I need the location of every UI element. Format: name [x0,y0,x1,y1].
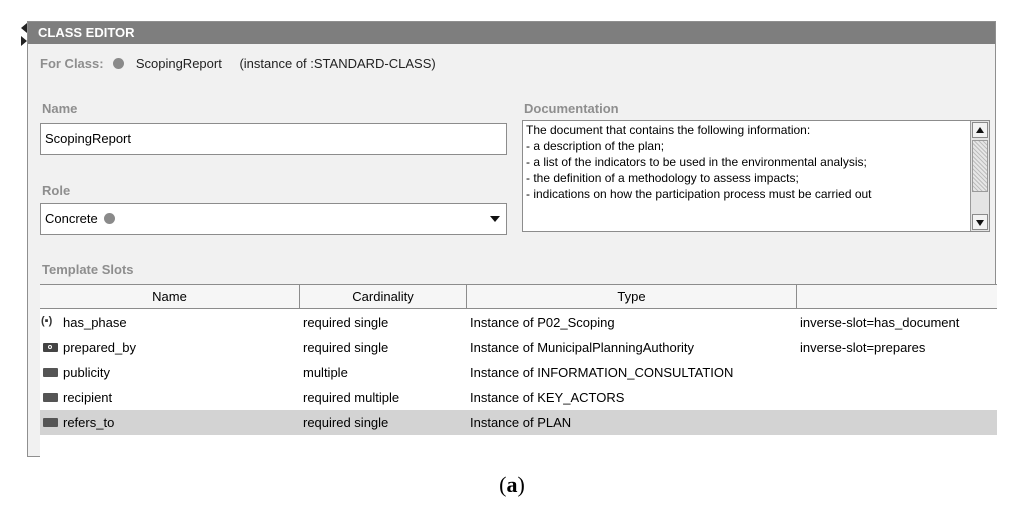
column-header-type[interactable]: Type [467,285,797,308]
documentation-line: - a description of the plan; [526,139,665,153]
dropdown-arrow-icon[interactable] [490,216,500,222]
class-name: ScopingReport [135,56,222,71]
inverse-slot-icon: (▪) [41,315,53,327]
name-label: Name [42,101,78,116]
documentation-textarea[interactable] [522,120,990,232]
arrow-down-icon [976,220,984,226]
documentation-label: Documentation [524,101,619,116]
slot-extra: inverse-slot=has_document [800,315,960,330]
slot-type: Instance of PLAN [470,415,572,430]
scroll-up-button[interactable] [972,122,988,138]
slot-name: has_phase [63,315,127,330]
class-instance-of: (instance of :STANDARD-CLASS) [239,56,436,71]
table-header [40,285,997,309]
slot-name: refers_to [63,415,115,430]
boxed-slot-icon [43,343,58,352]
slot-cardinality: multiple [303,365,348,380]
class-editor-panel [27,21,996,457]
name-field[interactable] [40,123,507,155]
table-row[interactable] [40,335,997,360]
slot-icon [43,368,58,377]
slot-cardinality: required multiple [303,390,400,405]
slot-name: prepared_by [63,340,136,355]
role-value: Concrete [45,211,98,226]
slot-cardinality: required single [303,415,389,430]
documentation-scrollbar[interactable] [970,121,989,231]
role-dot-icon [104,213,115,224]
slot-name: recipient [63,390,113,405]
template-slots-table [40,284,997,460]
class-dot-icon [113,58,124,69]
slot-name: publicity [63,365,110,380]
slot-type: Instance of INFORMATION_CONSULTATION [470,365,734,380]
arrow-up-icon [976,127,984,133]
documentation-line: - a list of the indicators to be used in the environmental analysis; [526,155,867,169]
documentation-line: - indications on how the participation process must be carried out [526,187,872,201]
documentation-line: - the definition of a methodology to assess impacts; [526,171,799,185]
documentation-text [526,122,969,202]
for-class-label: For Class: [40,56,104,71]
documentation-line: The document that contains the following information: [526,123,811,137]
for-class-line [40,56,436,71]
column-header-name[interactable]: Name [40,285,300,308]
table-row[interactable] [40,385,997,410]
figure-caption: (a) [499,472,525,497]
scroll-down-button[interactable] [972,214,988,230]
slot-icon [43,393,58,402]
table-row[interactable] [40,310,997,335]
table-row-selected[interactable] [40,410,997,435]
slot-cardinality: required single [303,340,389,355]
slot-type: Instance of KEY_ACTORS [470,390,625,405]
column-header-extra[interactable] [797,285,997,308]
column-header-cardinality[interactable]: Cardinality [300,285,467,308]
side-strip [0,21,27,457]
role-select[interactable] [40,203,507,235]
table-row[interactable] [40,360,997,385]
caption-letter: a [506,472,518,497]
role-label: Role [42,183,71,198]
template-slots-label: Template Slots [42,262,134,277]
scroll-thumb[interactable] [972,140,988,192]
panel-title: CLASS EDITOR [28,22,995,44]
slot-icon [43,418,58,427]
slot-type: Instance of P02_Scoping [470,315,615,330]
name-field-value: ScopingReport [45,131,131,146]
slot-type: Instance of MunicipalPlanningAuthority [470,340,695,355]
slot-cardinality: required single [303,315,389,330]
slot-extra: inverse-slot=prepares [800,340,926,355]
